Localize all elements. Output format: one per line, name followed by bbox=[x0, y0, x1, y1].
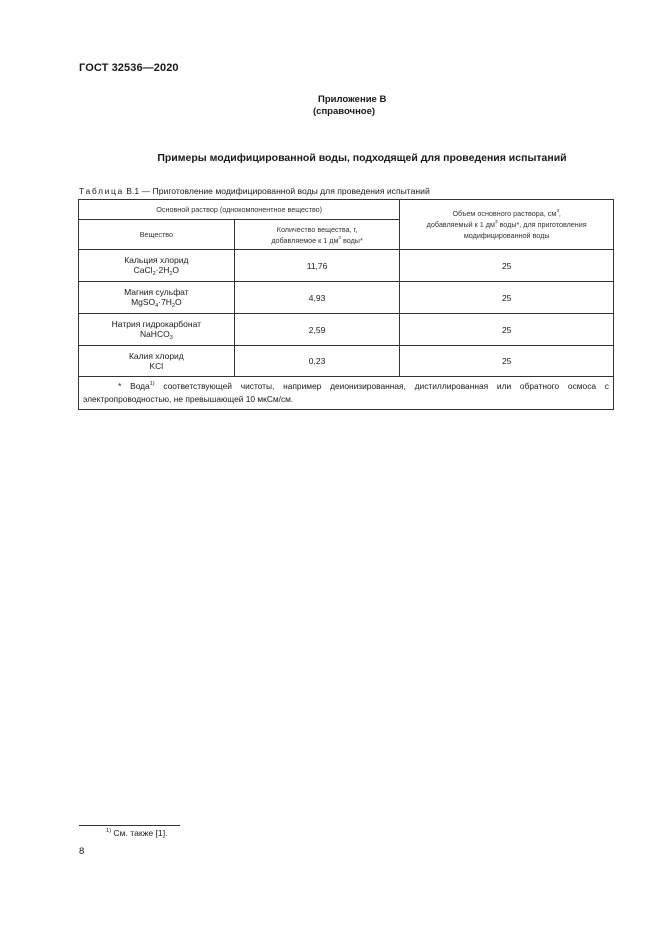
substance-cell: Калия хлорид KCl bbox=[79, 346, 235, 377]
header-volume-d: воды*, для приготовления bbox=[497, 220, 587, 229]
volume-cell: 25 bbox=[400, 346, 614, 377]
data-table bbox=[78, 199, 614, 410]
table-caption-word: Таблица bbox=[79, 186, 124, 196]
table-note-row bbox=[79, 377, 614, 410]
header-volume-sup2: 3 bbox=[494, 219, 498, 224]
volume-cell: 25 bbox=[400, 314, 614, 346]
note-sup: 1) bbox=[149, 381, 155, 387]
volume-cell: 25 bbox=[400, 250, 614, 282]
header-amount bbox=[234, 220, 400, 250]
header-amount-a: Количество вещества, г, bbox=[276, 224, 358, 234]
header-amount-sup: 3 bbox=[338, 234, 342, 240]
note-mark: * Вода bbox=[118, 381, 150, 391]
table-row bbox=[79, 282, 614, 314]
header-volume-sup1: 3 bbox=[556, 208, 559, 213]
standard-id: ГОСТ 32536—2020 bbox=[79, 62, 179, 74]
amount-cell: 4,93 bbox=[234, 282, 400, 314]
appendix-title: Приложение В bbox=[318, 94, 387, 105]
note-text: соответствующей чистоты, например деионизированная, дистиллированная или обратного осмоса с электропроводностью, не превышающей 10 мкСм/см. bbox=[83, 381, 609, 404]
header-volume-c: добавляемый к 1 дм bbox=[426, 220, 495, 229]
header-volume-a: Объем основного раствора, см bbox=[452, 209, 557, 218]
volume-cell: 25 bbox=[400, 282, 614, 314]
footnote-mark: 1) bbox=[106, 828, 111, 834]
table-caption bbox=[79, 186, 430, 196]
table-note bbox=[79, 377, 614, 410]
amount-cell: 0,23 bbox=[234, 346, 400, 377]
table-caption-text: В.1 — Приготовление модифицированной воды для проведения испытаний bbox=[123, 186, 430, 196]
page-number: 8 bbox=[79, 846, 85, 857]
header-substance: Вещество bbox=[79, 220, 235, 250]
header-volume-e: модифицированной воды bbox=[463, 231, 550, 240]
amount-cell: 2,59 bbox=[234, 314, 400, 346]
table-header-row bbox=[79, 200, 614, 220]
header-group: Основной раствор (однокомпонентное вещество) bbox=[79, 200, 400, 220]
substance-cell: Магния сульфат $MgSO_4\cdot 7H_2O$ bbox=[79, 282, 235, 314]
section-title: Примеры модифицированной воды, подходящей для проведения испытаний bbox=[157, 152, 567, 164]
table-row bbox=[79, 346, 614, 377]
footnote bbox=[106, 828, 167, 838]
header-amount-b: добавляемое к 1 дм bbox=[271, 235, 339, 245]
header-volume bbox=[400, 200, 614, 250]
substance-cell: Кальция хлорид $CaCl_2\cdot 2H_2O$ bbox=[79, 250, 235, 282]
appendix-type: (справочное) bbox=[313, 106, 376, 117]
table-row bbox=[79, 314, 614, 346]
header-volume-b: , bbox=[558, 209, 561, 218]
header-amount-c: воды* bbox=[341, 235, 363, 245]
amount-cell: 11,76 bbox=[234, 250, 400, 282]
table-row bbox=[79, 250, 614, 282]
substance-cell: Натрия гидрокарбонат NaHCO$_3$ bbox=[79, 314, 235, 346]
footnote-divider bbox=[79, 825, 180, 826]
footnote-text: См. также [1]. bbox=[110, 828, 168, 838]
